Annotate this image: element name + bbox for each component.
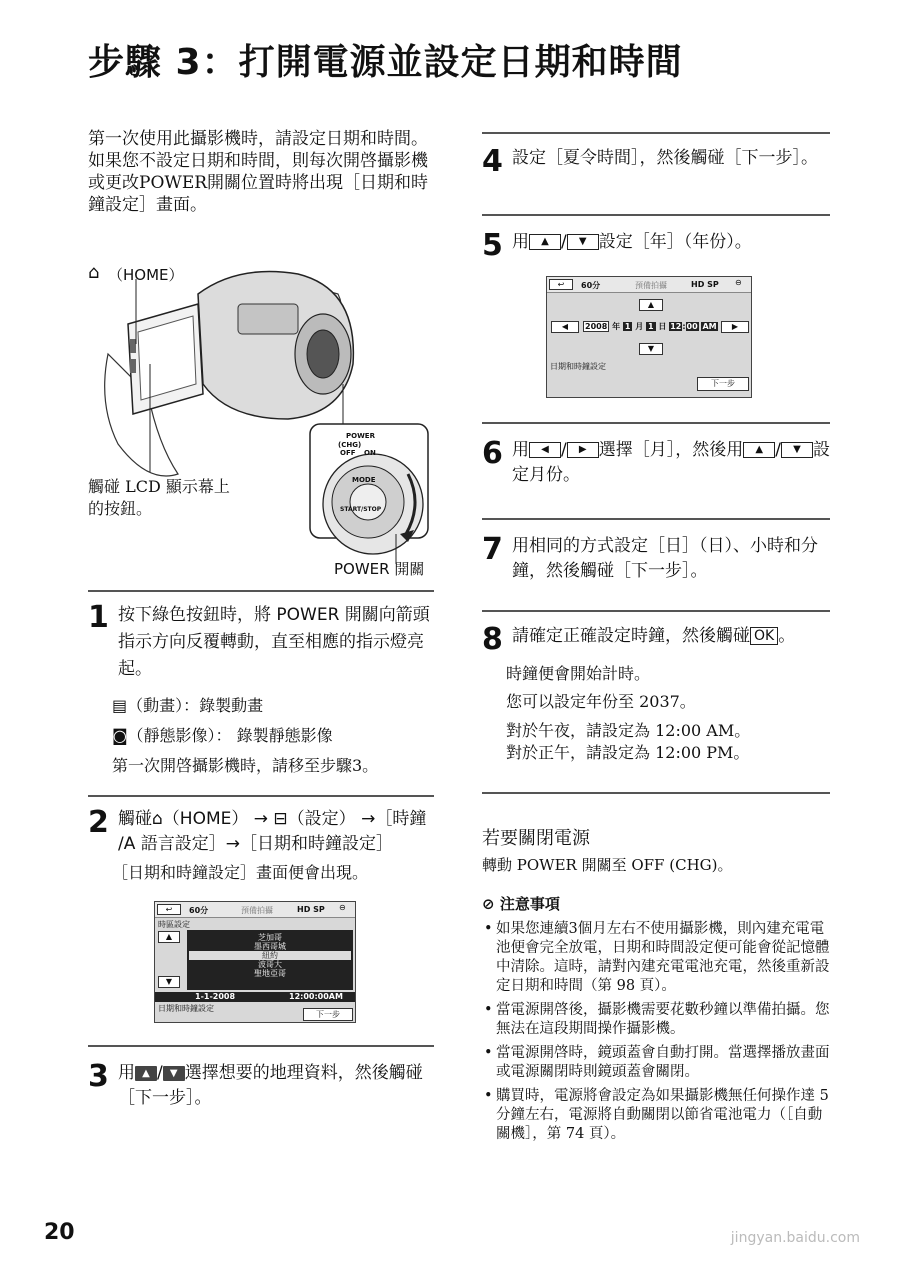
camcorder-illustration: [88, 244, 434, 574]
date-value: 1-1-2008: [195, 992, 236, 1001]
page-title: 步驟 3：打開電源並設定日期和時間: [88, 42, 683, 83]
city-item[interactable]: 聖地亞哥: [254, 969, 286, 978]
right-column: [482, 132, 830, 1149]
standby-status: 預備拍攝: [635, 281, 667, 290]
down-arrow-button[interactable]: ▼: [158, 976, 180, 988]
step-text: 按下綠色按鈕時，將 POWER 開關向箭頭指示方向反覆轉動，直至相應的指示燈亮起。: [118, 605, 430, 679]
date-time-screen: [546, 276, 752, 398]
up-arrow-icon: ▲: [135, 1066, 157, 1081]
left-arrow-button[interactable]: ◀: [551, 321, 579, 333]
home-icon: ⌂: [88, 262, 100, 283]
movie-icon: ▤: [112, 696, 128, 715]
media-icon: ⊖: [339, 903, 346, 912]
divider: [88, 590, 434, 592]
dial-chg-label: (CHG): [338, 441, 362, 449]
city-item[interactable]: 芝加哥: [258, 933, 282, 942]
standby-status: 預備拍攝: [241, 906, 273, 915]
step-text: 設定［夏令時間］，然後觸碰［下一步］。: [512, 148, 818, 168]
step-3: [88, 1061, 434, 1111]
down-arrow-icon: ▼: [781, 442, 813, 458]
step-8-text: 請確定正確設定時鐘，然後觸碰: [512, 626, 750, 646]
power-off-text: 轉動 POWER 開關至 OFF (CHG)。: [482, 856, 733, 874]
movie-mode-text: （動畫）：錄製動畫: [127, 696, 264, 715]
divider: [482, 132, 830, 134]
day-unit: 日: [658, 322, 667, 331]
divider: [88, 795, 434, 797]
screen-footer-label: 日期和時鐘設定: [158, 1004, 214, 1013]
timezone-label: 時區設定: [158, 920, 190, 929]
left-column: [88, 128, 434, 1111]
next-button[interactable]: 下一步: [303, 1008, 353, 1021]
up-arrow-icon: ▲: [743, 442, 775, 458]
step-8-body: [482, 660, 830, 764]
step-7: [482, 534, 830, 584]
day-field[interactable]: 1: [648, 322, 654, 331]
step-1: [88, 602, 434, 683]
note-item: • 當電源開啓後，攝影機需要花數秒鐘以準備拍攝。您無法在這段期間操作攝影機。: [482, 1001, 830, 1039]
screen-status-bar: [547, 277, 751, 293]
step-6-text-b: /: [561, 440, 567, 460]
power-switch-label: POWER 開關: [334, 560, 425, 578]
right-arrow-icon: ▶: [567, 442, 599, 458]
note-item: • 如果您連續3個月左右不使用攝影機，則內建充電電池便會完全放電，日期和時間設定便可能會從記憶體中清除。這時，請對內建充電電池充電，然後重新設定日期和時間（第 98 頁）。: [482, 920, 830, 996]
minute-field[interactable]: 00: [686, 322, 698, 331]
step-number: 7: [482, 532, 503, 567]
datetime-readout: [155, 992, 355, 1002]
divider: [88, 1045, 434, 1047]
step-text: [510, 438, 830, 488]
intro-text: 第一次使用此攝影機時，請設定日期和時間。如果您不設定日期和時間，則每次開啓攝影機或更改POWER開關位置時將出現［日期和時鐘設定］畫面。: [88, 129, 429, 215]
clock-start-text: 時鐘便會開始計時。: [506, 664, 651, 683]
settings-icon: ⊟: [273, 809, 288, 829]
ok-button-icon: OK: [750, 627, 778, 645]
step-5-text-a: 用: [512, 232, 529, 252]
step-number: 1: [88, 600, 109, 635]
quality-indicator: HD SP: [297, 905, 325, 914]
dial-off-label: OFF: [340, 449, 356, 457]
date-fields: 2008 年 1 月 1 日 12:00 AM: [585, 322, 717, 331]
step-2-text-b: （HOME） →: [162, 809, 274, 829]
back-button[interactable]: ↩: [157, 904, 181, 915]
step-6-text-e: 設定月份。: [512, 440, 830, 485]
step-5-text-c: 設定［年］（年份）。: [598, 232, 752, 252]
step-3-text-c: 選擇想要的地理資料，然後觸碰［下一步］。: [118, 1063, 423, 1108]
watermark: jingyan.baidu.com: [730, 1230, 860, 1246]
city-item[interactable]: 波哥大: [258, 960, 282, 969]
step-6: [482, 438, 830, 488]
city-list[interactable]: [187, 930, 353, 990]
time-value: 12:00:00AM: [289, 992, 343, 1001]
down-arrow-icon: ▼: [567, 234, 599, 250]
step-6-text-a: 用: [512, 440, 529, 460]
step-5-text-b: /: [561, 232, 567, 252]
city-item[interactable]: 墨西哥城: [254, 942, 286, 951]
step-8-text-end: 。: [778, 626, 796, 646]
step-text: [116, 807, 434, 857]
step-2: [88, 807, 434, 857]
midnight-text: 對於午夜，請設定為 12:00 AM。: [506, 721, 751, 740]
camera-icon: ◙: [112, 726, 128, 745]
dial-mode-label: MODE: [352, 476, 376, 484]
year-limit-text: 您可以設定年份至 2037。: [506, 692, 696, 711]
month-field[interactable]: 1: [624, 322, 631, 331]
divider: [482, 518, 830, 520]
lcd-label: 觸碰 LCD 顯示幕上的按鈕。: [88, 477, 230, 518]
step-text: [510, 624, 795, 649]
home-label: （HOME）: [108, 266, 184, 284]
divider: [482, 610, 830, 612]
noon-text: 對於正午，請設定為 12:00 PM。: [506, 743, 750, 762]
media-icon: ⊖: [735, 278, 742, 287]
step-6-text-d: /: [775, 440, 781, 460]
step-number: 6: [482, 436, 503, 471]
notes-heading: [482, 893, 830, 914]
step-2-text-d: 語言設定］→［日期和時鐘設定］: [135, 834, 394, 854]
dial-on-label: ON: [364, 449, 376, 457]
step-number: 5: [482, 228, 503, 263]
step-2-text-c: （設定） →［時鐘 /: [118, 809, 427, 854]
step-4: [482, 146, 830, 178]
down-arrow-button[interactable]: ▼: [639, 343, 663, 355]
divider: [482, 792, 830, 794]
divider: [482, 422, 830, 424]
step-number: 4: [482, 144, 503, 179]
step-text: [116, 1061, 434, 1111]
up-arrow-button[interactable]: ▲: [639, 299, 663, 311]
battery-indicator: 60分: [581, 281, 601, 290]
first-use-text: 第一次開啓攝影機時，請移至步驟3。: [112, 756, 379, 775]
still-mode-text: （靜態影像）： 錄製靜態影像: [127, 726, 333, 745]
step-8: [482, 624, 830, 656]
screen-status-bar: [155, 902, 355, 918]
step-6-text-c: 選擇［月］，然後用: [598, 440, 744, 460]
back-button[interactable]: ↩: [549, 279, 573, 290]
left-arrow-icon: ◀: [529, 442, 561, 458]
notes-list: [482, 920, 830, 1144]
dial-start-label: START/STOP: [340, 506, 382, 513]
step-3-text-b: /: [157, 1063, 163, 1083]
step-2-body: ［日期和時鐘設定］畫面便會出現。: [112, 863, 369, 882]
notes-heading-text: 注意事項: [499, 895, 560, 913]
year-unit: 年: [612, 322, 621, 331]
step-text: [510, 230, 752, 255]
up-arrow-icon: ▲: [529, 234, 561, 250]
city-item-selected[interactable]: 紐約: [189, 951, 351, 960]
year-field[interactable]: 2008: [585, 322, 608, 331]
right-arrow-button[interactable]: ▶: [721, 321, 749, 333]
step-number: 8: [482, 622, 503, 657]
step-3-text-a: 用: [118, 1063, 135, 1083]
quality-indicator: HD SP: [691, 280, 719, 289]
note-item: • 購買時，電源將會設定為如果攝影機無任何操作達 5 分鐘左右，電源將自動關閉以節省電池電力（［自動關機］，第 74 頁）。: [482, 1087, 830, 1144]
page-number: 20: [44, 1220, 75, 1245]
step-text: 用相同的方式設定［日］（日）、小時和分鐘，然後觸碰［下一步］。: [512, 536, 818, 581]
language-icon: A: [123, 834, 136, 854]
caution-icon: ⊘: [482, 895, 495, 913]
step-number: 2: [88, 805, 109, 840]
up-arrow-button[interactable]: ▲: [158, 931, 180, 943]
home-icon: ⌂: [152, 809, 163, 829]
note-item: • 當電源開啓時，鏡頭蓋會自動打開。當選擇播放畫面或電源關閉時則鏡頭蓋會關閉。: [482, 1044, 830, 1082]
ampm-field[interactable]: AM: [702, 322, 717, 331]
next-button[interactable]: 下一步: [697, 377, 749, 391]
step-5: [482, 230, 830, 262]
step-1-body: [88, 691, 434, 781]
step-2-text-a: 觸碰: [118, 809, 152, 829]
battery-indicator: 60分: [189, 906, 209, 915]
camera-figure: [88, 244, 434, 578]
hour-field[interactable]: 12: [670, 322, 682, 331]
month-unit: 月: [635, 322, 644, 331]
power-off-heading: 若要關閉電源: [482, 828, 590, 849]
screen-footer-label: 日期和時鐘設定: [550, 362, 606, 371]
divider: [482, 214, 830, 216]
timezone-screen: [154, 901, 356, 1023]
down-arrow-icon: ▼: [163, 1066, 185, 1081]
dial-power-label: POWER: [346, 432, 375, 440]
step-number: 3: [88, 1059, 109, 1094]
